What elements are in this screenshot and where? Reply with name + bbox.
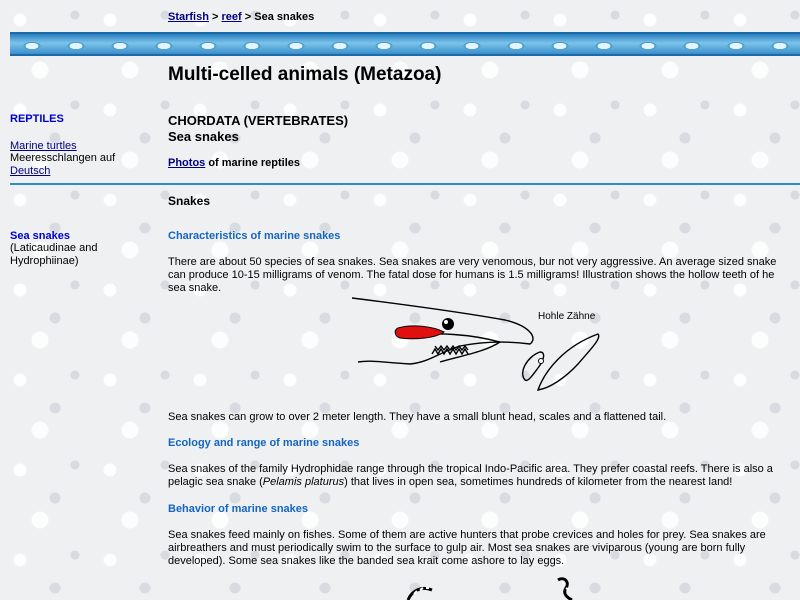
sea-snakes-subheading: Sea snakes [168, 129, 239, 144]
species-name: Pelamis platurus [262, 476, 345, 488]
photos-line [168, 157, 300, 169]
sidebar-heading-sea-snakes: Sea snakes [10, 230, 70, 242]
paragraph-ecology-part2: ) that lives in open sea, sometimes hundreds of kilometer from the nearest land! [344, 476, 733, 488]
decorative-banner [10, 32, 800, 56]
paragraph-ecology [168, 463, 788, 489]
breadcrumb-separator: > [212, 11, 219, 23]
paragraph-ecology-part1: Sea snakes of the family Hydrophidae range through the tropical Indo-Pacific area. They prefer coastal reefs. There is also a pelagic sea snake ( [168, 463, 773, 488]
sidebar-heading-reptiles: REPTILES [10, 113, 64, 125]
breadcrumb-link-starfish[interactable]: Starfish [168, 11, 209, 23]
photos-link[interactable]: Photos [168, 157, 206, 169]
breadcrumb-separator: > [244, 11, 252, 23]
breadcrumb [168, 11, 314, 23]
sidebar-text-german: Meeresschlangen auf [10, 152, 116, 164]
breadcrumb-current: Sea snakes [254, 11, 315, 23]
section-heading-behavior: Behavior of marine snakes [168, 503, 309, 515]
sidebar-latin-names: (Laticaudinae and Hydrophiinae) [10, 242, 98, 267]
breadcrumb-link-reef[interactable]: reef [221, 11, 242, 23]
divider [10, 183, 800, 185]
page-title: Multi-celled animals (Metazoa) [168, 64, 442, 85]
phylum-heading: CHORDATA (VERTEBRATES) [168, 113, 349, 128]
snakes-heading: Snakes [168, 194, 211, 208]
illustration-label: Hohle Zähne [538, 311, 596, 322]
photos-text: of marine reptiles [205, 157, 301, 169]
sidebar-link-deutsch[interactable]: Deutsch [10, 165, 51, 177]
sea-snake-head-illustration [340, 290, 620, 398]
section-heading-characteristics: Characteristics of marine snakes [168, 230, 341, 242]
paragraph-characteristics: There are about 50 species of sea snakes. Sea snakes are very venomous, bur not very aggressive. An average sized snake can produce 10-15 milligrams of venom. The fatal dose for humans is 1.5 milligrams! Illustration shows the hollow teeth of he sea snake. [168, 256, 777, 294]
sea-snake-drawings [390, 572, 610, 600]
sidebar-link-marine-turtles[interactable]: Marine turtles [10, 140, 77, 152]
paragraph-behavior: Sea snakes feed mainly on fishes. Some of them are active hunters that probe crevices and holes for prey. Sea snakes are airbreathers and must periodically swim to the surface to gulp air. Most sea snakes are viviparous (young are born fully developed). Some sea snakes like the banded sea krait come ashore to lay eggs. [168, 529, 766, 567]
section-heading-ecology: Ecology and range of marine snakes [168, 437, 360, 449]
paragraph-size: Sea snakes can grow to over 2 meter length. They have a small blunt head, scales and a flattened tail. [168, 411, 667, 423]
